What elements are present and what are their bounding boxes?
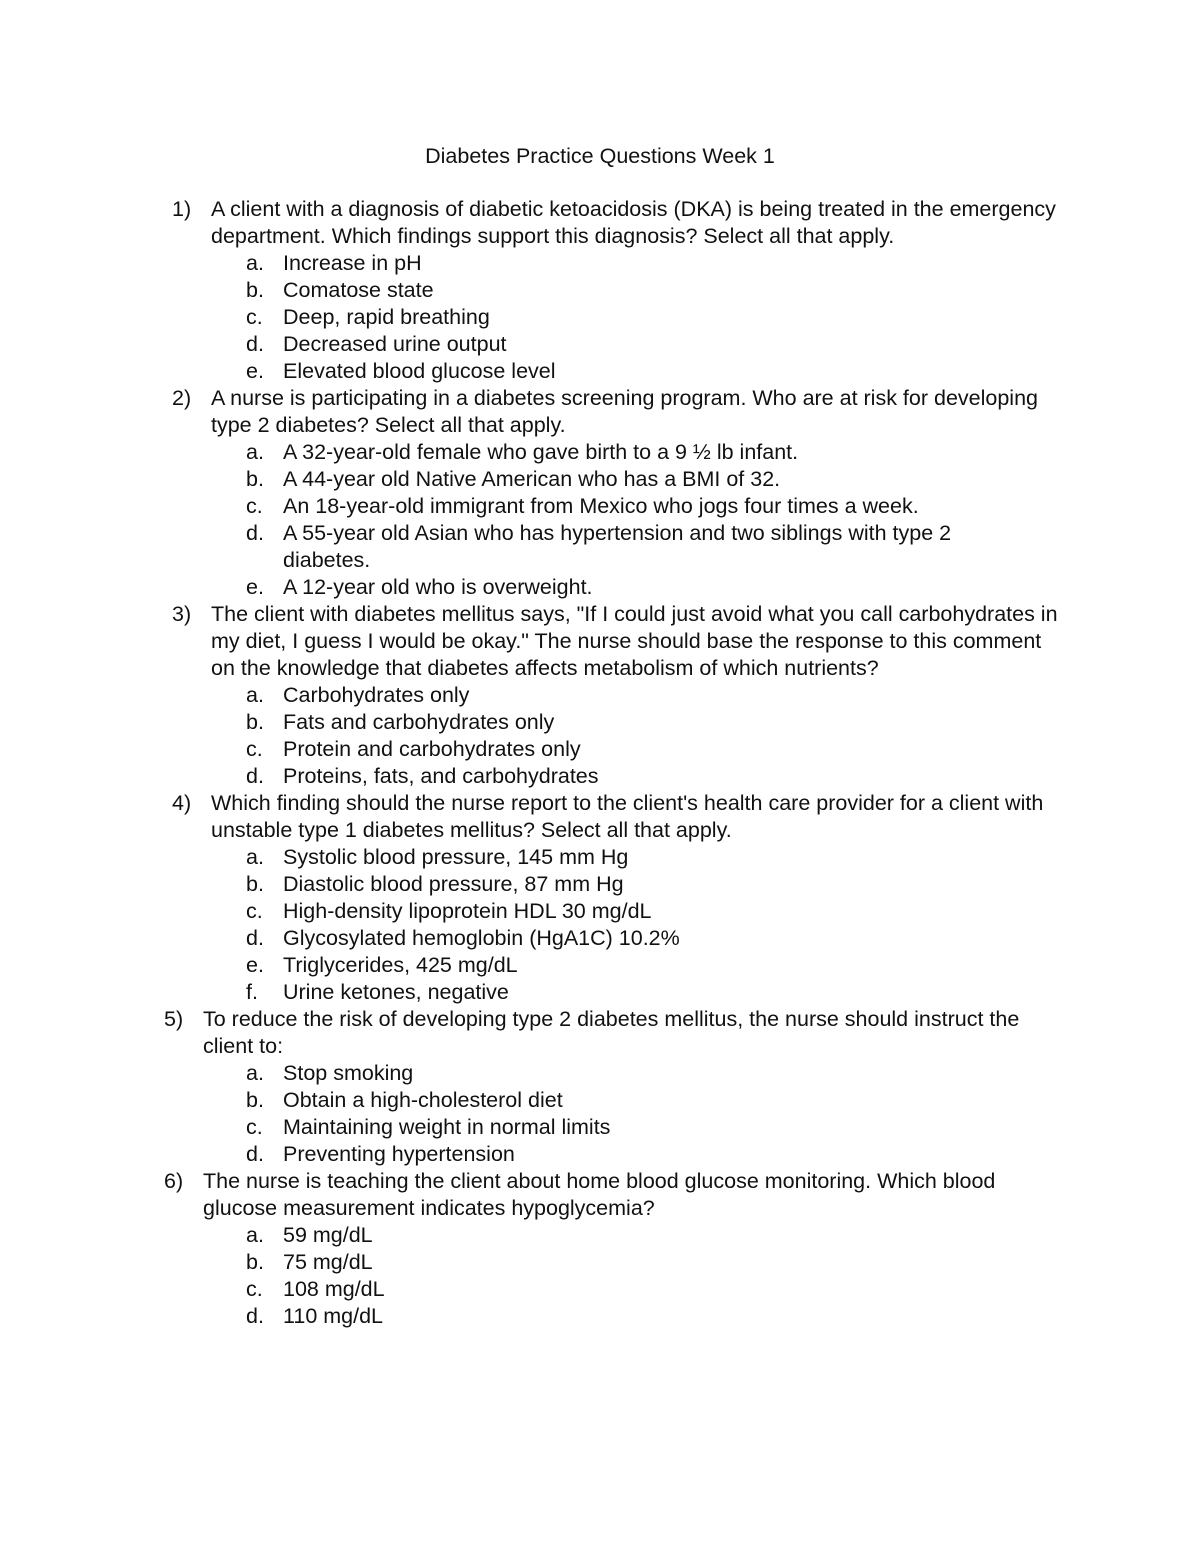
option-item xyxy=(0,466,1200,493)
option-item xyxy=(0,979,1200,1006)
option-text: Proteins, fats, and carbohydrates xyxy=(283,764,599,788)
option-text: Stop smoking xyxy=(283,1061,414,1085)
option-letter: b. xyxy=(246,467,264,491)
option-list xyxy=(0,844,1200,1006)
option-letter: b. xyxy=(246,710,264,734)
option-item xyxy=(0,574,1200,601)
option-letter: c. xyxy=(246,899,263,923)
option-text: 110 mg/dL xyxy=(283,1304,384,1328)
option-list xyxy=(0,682,1200,790)
option-item xyxy=(0,898,1200,925)
option-item xyxy=(0,493,1200,520)
question-number: 5) xyxy=(164,1007,184,1031)
option-item xyxy=(0,1141,1200,1168)
option-text: A 32-year-old female who gave birth to a 9 ½ lb infant. xyxy=(283,440,799,464)
option-letter: d. xyxy=(246,1304,264,1328)
option-item xyxy=(0,1276,1200,1303)
option-letter: c. xyxy=(246,1115,263,1139)
option-letter: d. xyxy=(246,1142,264,1166)
option-text: Diastolic blood pressure, 87 mm Hg xyxy=(283,872,624,896)
option-letter: b. xyxy=(246,278,264,302)
option-text: A 44-year old Native American who has a BMI of 32. xyxy=(283,467,781,491)
option-item xyxy=(0,1114,1200,1141)
option-letter: a. xyxy=(246,683,264,707)
option-item xyxy=(0,1303,1200,1330)
option-text: Comatose state xyxy=(283,278,434,302)
option-letter: e. xyxy=(246,953,264,977)
option-item xyxy=(0,1087,1200,1114)
option-item xyxy=(0,358,1200,385)
option-letter: d. xyxy=(246,332,264,356)
question-3 xyxy=(0,601,1200,790)
option-item xyxy=(0,1249,1200,1276)
option-item xyxy=(0,925,1200,952)
option-text: Elevated blood glucose level xyxy=(283,359,556,383)
option-item xyxy=(0,871,1200,898)
option-item xyxy=(0,1060,1200,1087)
option-text: A 55-year old Asian who has hypertension and two siblings with type 2 diabetes. xyxy=(283,521,952,572)
option-text: Obtain a high-cholesterol diet xyxy=(283,1088,563,1112)
option-letter: e. xyxy=(246,359,264,383)
question-number: 4) xyxy=(172,791,192,815)
option-letter: e. xyxy=(246,575,264,599)
option-letter: a. xyxy=(246,251,264,275)
option-item xyxy=(0,952,1200,979)
question-text: A client with a diagnosis of diabetic ketoacidosis (DKA) is being treated in the emergency department. Which findings support this diagnosis? Select all that apply. xyxy=(211,197,1056,248)
option-item xyxy=(0,439,1200,466)
option-item xyxy=(0,331,1200,358)
option-letter: c. xyxy=(246,305,263,329)
option-list xyxy=(0,1060,1200,1168)
option-text: Increase in pH xyxy=(283,251,422,275)
option-item xyxy=(0,520,1200,574)
option-text: Fats and carbohydrates only xyxy=(283,710,555,734)
option-list xyxy=(0,439,1200,601)
option-text: An 18-year-old immigrant from Mexico who jogs four times a week. xyxy=(283,494,919,518)
document-title: Diabetes Practice Questions Week 1 xyxy=(425,144,775,168)
question-number: 3) xyxy=(172,602,192,626)
option-text: Carbohydrates only xyxy=(283,683,470,707)
option-list xyxy=(0,1222,1200,1330)
option-item xyxy=(0,709,1200,736)
option-letter: b. xyxy=(246,1088,264,1112)
option-letter: d. xyxy=(246,764,264,788)
option-item xyxy=(0,277,1200,304)
option-item xyxy=(0,736,1200,763)
option-letter: d. xyxy=(246,926,264,950)
option-text: Preventing hypertension xyxy=(283,1142,515,1166)
question-text: The client with diabetes mellitus says, "If I could just avoid what you call carbohydrates in my diet, I guess I would be okay." The nurse should base the response to this comment on the knowledge that diabetes affects metabolism of which nutrients? xyxy=(211,602,1058,680)
question-1 xyxy=(0,196,1200,385)
option-list xyxy=(0,250,1200,385)
option-text: 75 mg/dL xyxy=(283,1250,373,1274)
question-text: The nurse is teaching the client about home blood glucose monitoring. Which blood glucose measurement indicates hypoglycemia? xyxy=(203,1169,996,1220)
option-text: Triglycerides, 425 mg/dL xyxy=(283,953,518,977)
question-5 xyxy=(0,1006,1200,1168)
option-text: Maintaining weight in normal limits xyxy=(283,1115,611,1139)
question-text: A nurse is participating in a diabetes screening program. Who are at risk for developing type 2 diabetes? Select all that apply. xyxy=(211,386,1038,437)
option-letter: a. xyxy=(246,1061,264,1085)
option-letter: a. xyxy=(246,1223,264,1247)
option-text: Deep, rapid breathing xyxy=(283,305,490,329)
option-text: Glycosylated hemoglobin (HgA1C) 10.2% xyxy=(283,926,680,950)
option-item xyxy=(0,250,1200,277)
question-number: 1) xyxy=(172,197,192,221)
option-text: Systolic blood pressure, 145 mm Hg xyxy=(283,845,629,869)
option-letter: c. xyxy=(246,737,263,761)
question-text: To reduce the risk of developing type 2 diabetes mellitus, the nurse should instruct the client to: xyxy=(203,1007,1020,1058)
option-text: Decreased urine output xyxy=(283,332,507,356)
question-list xyxy=(0,196,1200,1330)
option-item xyxy=(0,1222,1200,1249)
question-4 xyxy=(0,790,1200,1006)
option-text: Urine ketones, negative xyxy=(283,980,509,1004)
question-number: 6) xyxy=(164,1169,184,1193)
option-item xyxy=(0,682,1200,709)
option-letter: b. xyxy=(246,1250,264,1274)
question-6 xyxy=(0,1168,1200,1330)
option-letter: d. xyxy=(246,521,264,545)
option-letter: f. xyxy=(246,980,258,1004)
option-text: 108 mg/dL xyxy=(283,1277,385,1301)
option-item xyxy=(0,304,1200,331)
option-item xyxy=(0,844,1200,871)
option-text: 59 mg/dL xyxy=(283,1223,373,1247)
option-text: Protein and carbohydrates only xyxy=(283,737,581,761)
option-letter: a. xyxy=(246,440,264,464)
question-number: 2) xyxy=(172,386,192,410)
option-letter: a. xyxy=(246,845,264,869)
option-letter: c. xyxy=(246,494,263,518)
question-text: Which finding should the nurse report to the client's health care provider for a client with unstable type 1 diabetes mellitus? Select all that apply. xyxy=(211,791,1044,842)
question-2 xyxy=(0,385,1200,601)
option-text: A 12-year old who is overweight. xyxy=(283,575,593,599)
option-letter: b. xyxy=(246,872,264,896)
option-item xyxy=(0,763,1200,790)
option-text: High-density lipoprotein HDL 30 mg/dL xyxy=(283,899,652,923)
option-letter: c. xyxy=(246,1277,263,1301)
